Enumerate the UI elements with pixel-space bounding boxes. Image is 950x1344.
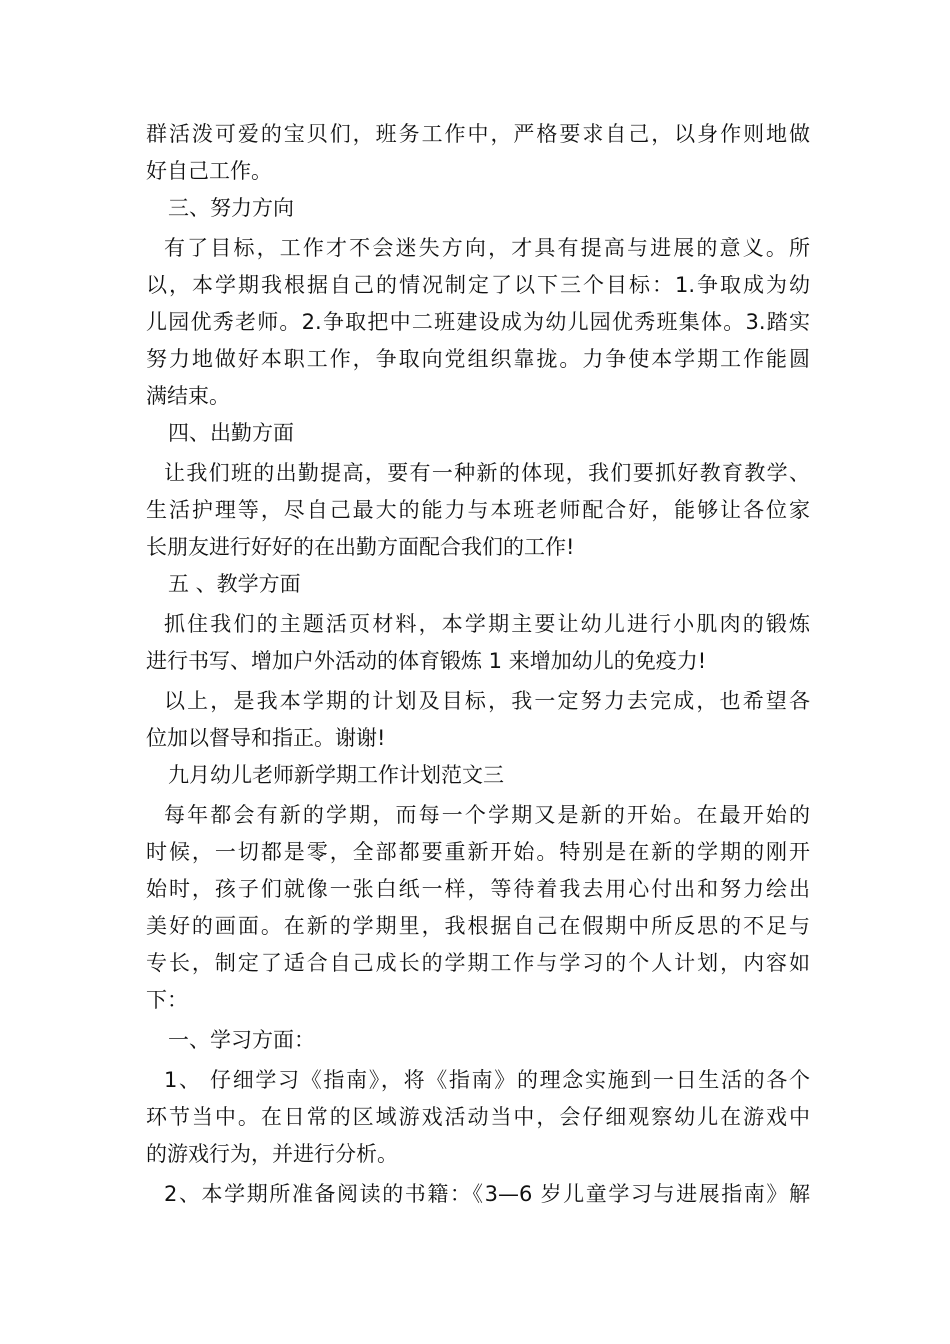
paragraph-line: 努力地做好本职工作，争取向党组织靠拢。力争使本学期工作能圆 [146,347,810,371]
paragraph-line: 进行书写、增加户外活动的体育锻炼 1 来增加幼儿的免疫力! [146,649,707,673]
paragraph-line: 长朋友进行好好的在出勤方面配合我们的工作! [146,535,575,559]
paragraph-line: 好自己工作。 [146,159,272,183]
paragraph-line: 生活护理等，尽自己最大的能力与本班老师配合好，能够让各位家 [146,498,810,522]
section-heading: 四、出勤方面 [168,421,294,445]
paragraph-line: 时候，一切都是零，全部都要重新开始。特别是在新的学期的刚开 [146,840,810,864]
section-heading: 三、努力方向 [168,196,294,220]
section-heading: 一、学习方面： [168,1028,315,1052]
paragraph-line: 位加以督导和指正。谢谢! [146,726,386,750]
list-item-line: 2、本学期所准备阅读的书籍：《3—6 岁儿童学习与进展指南》解 [164,1182,810,1206]
paragraph-line: 有了目标，工作才不会迷失方向，才具有提高与进展的意义。所 [164,236,810,260]
paragraph-line: 儿园优秀老师。2.争取把中二班建设成为幼儿园优秀班集体。3.踏实 [146,310,810,334]
paragraph-line: 满结束。 [146,384,230,408]
paragraph-line: 每年都会有新的学期，而每一个学期又是新的开始。在最开始的 [164,803,810,827]
list-item-line: 1、 仔细学习《指南》，将《指南》的理念实施到一日生活的各个 [164,1068,810,1092]
paragraph-line: 群活泼可爱的宝贝们，班务工作中，严格要求自己，以身作则地做 [146,122,810,146]
paragraph-line: 以，本学期我根据自己的情况制定了以下三个目标：1.争取成为幼 [146,273,810,297]
paragraph-line: 始时，孩子们就像一张白纸一样，等待着我去用心付出和努力绘出 [146,877,810,901]
paragraph-line: 专长，制定了适合自己成长的学期工作与学习的个人计划，内容如 [146,951,810,975]
paragraph-line: 抓住我们的主题活页材料，本学期主要让幼儿进行小肌肉的锻炼 [164,612,810,636]
paragraph-line: 下： [146,988,188,1012]
section-heading: 五 、教学方面 [168,572,301,596]
document-title: 九月幼儿老师新学期工作计划范文三 [168,763,504,787]
document-body [146,116,810,1213]
paragraph-line: 环节当中。在日常的区域游戏活动当中，会仔细观察幼儿在游戏中 [146,1105,810,1129]
paragraph-line: 的游戏行为，并进行分析。 [146,1142,398,1166]
paragraph-line: 美好的画面。在新的学期里，我根据自己在假期中所反思的不足与 [146,914,810,938]
paragraph-line: 以上，是我本学期的计划及目标，我一定努力去完成，也希望各 [164,689,810,713]
paragraph-line: 让我们班的出勤提高，要有一种新的体现，我们要抓好教育教学、 [164,461,810,485]
